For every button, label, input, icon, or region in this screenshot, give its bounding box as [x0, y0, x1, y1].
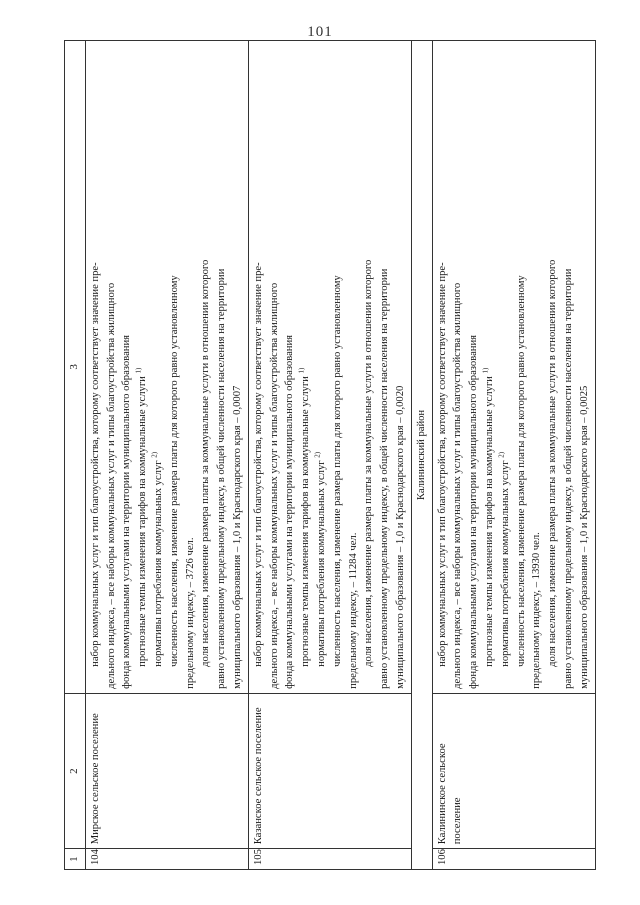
header-col-3: 3 — [65, 41, 86, 694]
desc-line: нормативы потребления коммунальных услуг $^{2)}$ — [150, 451, 164, 667]
desc-line: равно установленному предельному индексу, в общей численности населения на территории — [216, 268, 228, 689]
row-number: 105 — [248, 849, 411, 870]
desc-line: предельному индексу, – 13930 чел. — [531, 532, 543, 689]
desc-line: дельного индекса, – все наборы коммунальных услуг и типы благоустройства жилищного — [452, 282, 464, 689]
footnote-marker: 2) — [497, 451, 506, 458]
district-title: Калининский район — [411, 41, 432, 870]
desc-line: доля населения, изменение размера платы за коммунальные услуги в отношении которого — [547, 259, 559, 667]
footnote-marker: 1) — [297, 367, 306, 374]
desc-line: численность населения, изменение размера платы для которого равно установленному — [515, 275, 527, 667]
desc-line: набор коммунальных услуг и тип благоустройства, которому соответствует значение пре- — [89, 262, 101, 667]
row-description — [85, 41, 248, 694]
desc-line: фонда коммунальными услугами на территории муниципального образования — [121, 335, 133, 689]
desc-line: муниципального образования – 1,0 и Краснодарского края – 0,0025 — [578, 385, 590, 689]
desc-line: нормативы потребления коммунальных услуг $^{2)}$ — [497, 451, 511, 667]
desc-line: предельному индексу, – 11284 чел. — [347, 532, 359, 689]
header-col-2: 2 — [65, 693, 86, 848]
table-row — [248, 41, 411, 870]
row-number: 104 — [85, 849, 248, 870]
desc-line: равно установленному предельному индексу, в общей численности населения на территории — [379, 268, 391, 689]
rotated-table-container — [64, 40, 592, 870]
table-row — [432, 41, 595, 870]
desc-line: муниципального образования – 1,0 и Краснодарского края – 0,0020 — [394, 385, 406, 689]
desc-line: численность населения, изменение размера платы для которого равно установленному — [331, 275, 343, 667]
row-description — [432, 41, 595, 694]
desc-line: нормативы потребления коммунальных услуг $^{2)}$ — [313, 451, 327, 667]
desc-line: набор коммунальных услуг и тип благоустройства, которому соответствует значение пре- — [436, 262, 448, 667]
desc-line: дельного индекса, – все наборы коммунальных услуг и типы благоустройства жилищного — [105, 282, 117, 689]
settlement-name: Казанское сельское поселение — [248, 693, 411, 848]
footnote-marker: 2) — [313, 451, 322, 458]
desc-line: муниципального образования – 1,0 и Краснодарского края – 0,0007 — [231, 385, 243, 689]
desc-line: численность населения, изменение размера платы для которого равно установленному — [168, 275, 180, 667]
desc-line: доля населения, изменение размера платы за коммунальные услуги в отношении которого — [200, 259, 212, 667]
district-row — [411, 41, 432, 870]
table-header-row — [65, 41, 86, 870]
settlement-name: Мирское сельское поселение — [85, 693, 248, 848]
desc-line: равно установленному предельному индексу, в общей численности населения на территории — [562, 268, 574, 689]
row-description — [248, 41, 411, 694]
desc-line: предельному индексу, – 3726 чел. — [184, 537, 196, 689]
footnote-marker: 1) — [481, 367, 490, 374]
header-col-1: 1 — [65, 849, 86, 870]
page-number: 101 — [307, 24, 333, 40]
settlement-name: Калининское сельское поселение — [432, 693, 595, 848]
desc-line: доля населения, изменение размера платы за коммунальные услуги в отношении которого — [363, 259, 375, 667]
footnote-marker: 1) — [134, 367, 143, 374]
data-table — [64, 40, 596, 870]
desc-line: прогнозные темпы изменения тарифов на коммунальные услуги $^{1)}$ — [134, 367, 149, 667]
desc-line: фонда коммунальными услугами на территории муниципального образования — [284, 335, 296, 689]
row-number: 106 — [432, 849, 595, 870]
desc-line: фонда коммунальными услугами на территории муниципального образования — [468, 335, 480, 689]
desc-line: набор коммунальных услуг и тип благоустройства, которому соответствует значение пре- — [252, 262, 264, 667]
desc-line: прогнозные темпы изменения тарифов на коммунальные услуги $^{1)}$ — [297, 367, 312, 667]
footnote-marker: 2) — [150, 451, 159, 458]
table-row — [85, 41, 248, 870]
desc-line: дельного индекса, – все наборы коммунальных услуг и типы благоустройства жилищного — [268, 282, 280, 689]
desc-line: прогнозные темпы изменения тарифов на коммунальные услуги $^{1)}$ — [481, 367, 495, 667]
